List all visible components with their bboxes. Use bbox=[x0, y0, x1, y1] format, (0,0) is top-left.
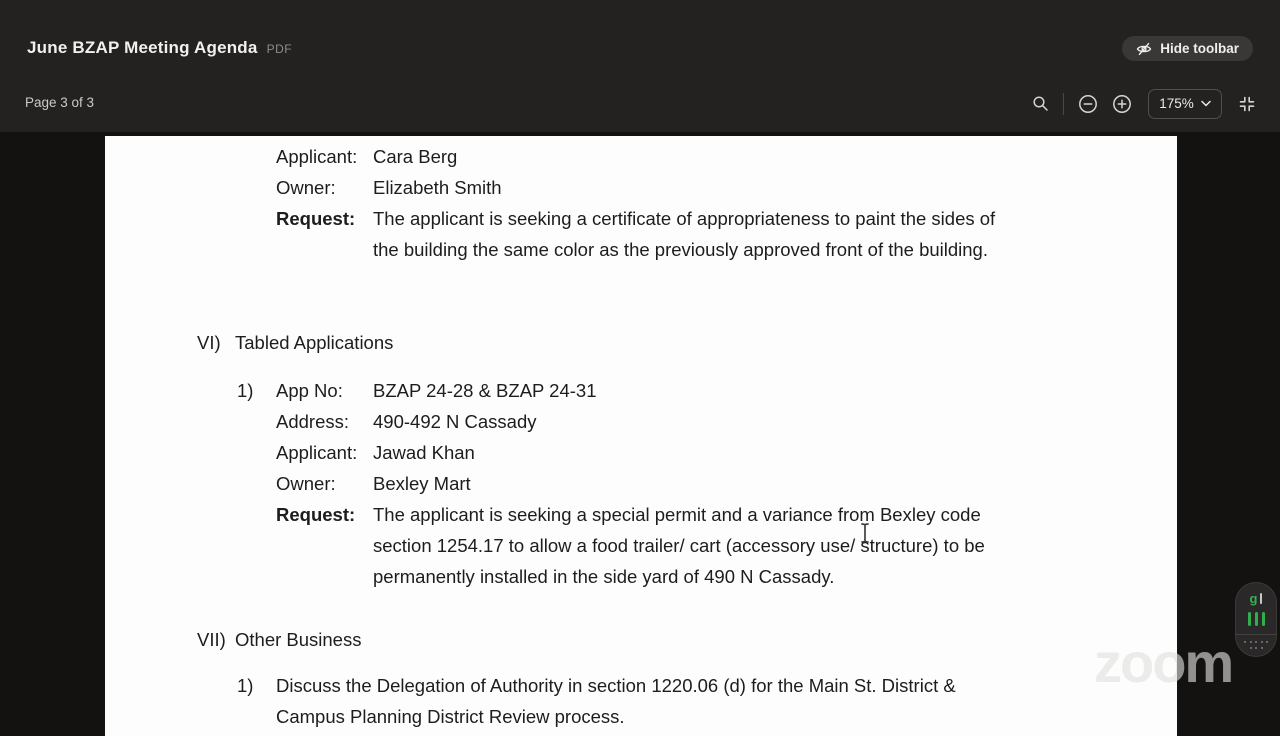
zoom-level-dropdown[interactable] bbox=[1148, 89, 1222, 119]
request-label: Request: bbox=[276, 208, 356, 229]
field-row bbox=[276, 141, 995, 172]
viewer-controls bbox=[1032, 88, 1256, 119]
section-vi-heading bbox=[197, 327, 393, 358]
document-title-block bbox=[27, 38, 292, 58]
agenda-item-vi-1 bbox=[237, 375, 985, 592]
drag-handle[interactable] bbox=[1244, 641, 1268, 649]
pdf-viewer-toolbar bbox=[0, 0, 1280, 132]
compress-icon bbox=[1238, 95, 1256, 113]
field-value: Bexley Mart bbox=[373, 473, 471, 494]
file-type-badge: PDF bbox=[266, 42, 293, 56]
document-title: June BZAP Meeting Agenda bbox=[27, 38, 258, 57]
zoom-in-button[interactable] bbox=[1112, 94, 1132, 114]
plus-circle-icon bbox=[1112, 94, 1132, 114]
zoom-level-value: 175% bbox=[1159, 96, 1194, 111]
field-label: Owner: bbox=[276, 473, 336, 494]
field-label: App No: bbox=[276, 380, 343, 401]
field-row bbox=[276, 468, 985, 499]
field-value: 490-492 N Cassady bbox=[373, 411, 537, 432]
request-text: The applicant is seeking a certificate of appropriateness to paint the sides of the building the same color as the previously approved front of the building. bbox=[373, 208, 996, 260]
status-bar-icon bbox=[1260, 593, 1262, 604]
document-viewport[interactable] bbox=[0, 132, 1280, 727]
status-glyph-icon: g bbox=[1249, 591, 1258, 606]
hide-toolbar-button[interactable] bbox=[1122, 36, 1253, 61]
section-numeral: VI) bbox=[197, 332, 221, 353]
item-number: 1) bbox=[237, 675, 254, 696]
meeting-floating-widget[interactable] bbox=[1235, 582, 1277, 657]
eye-off-icon bbox=[1136, 42, 1152, 56]
field-label: Owner: bbox=[276, 177, 336, 198]
zoom-out-button[interactable] bbox=[1078, 94, 1098, 114]
search-button[interactable] bbox=[1032, 95, 1049, 112]
request-text: The applicant is seeking a special permit and a variance from Bexley code section 1254.17 to allow a food trailer/ cart (accessory use/ structure) to be permanently installed in the side yard of 490 N Cassady. bbox=[373, 504, 985, 587]
item-fields bbox=[276, 375, 985, 592]
field-value: Elizabeth Smith bbox=[373, 177, 502, 198]
meeting-status-indicator bbox=[1250, 591, 1263, 606]
section-vii-heading bbox=[197, 624, 361, 655]
field-row bbox=[276, 375, 985, 406]
field-row bbox=[276, 437, 985, 468]
field-label: Applicant: bbox=[276, 146, 358, 167]
field-value: Jawad Khan bbox=[373, 442, 475, 463]
field-row bbox=[276, 406, 985, 437]
field-label: Applicant: bbox=[276, 442, 358, 463]
section-numeral: VII) bbox=[197, 629, 226, 650]
field-label: Address: bbox=[276, 411, 350, 432]
request-row bbox=[276, 203, 995, 265]
widget-divider bbox=[1236, 634, 1276, 635]
item-number: 1) bbox=[237, 380, 254, 401]
zoom-watermark: zoom bbox=[1094, 631, 1233, 694]
request-row bbox=[276, 499, 985, 592]
section-title: Tabled Applications bbox=[235, 332, 394, 353]
chevron-down-icon bbox=[1201, 100, 1211, 107]
item-text: Discuss the Delegation of Authority in section 1220.06 (d) for the Main St. District & Campus Planning District Review process. bbox=[276, 675, 956, 727]
section-title: Other Business bbox=[235, 629, 362, 650]
search-icon bbox=[1032, 95, 1049, 112]
field-row bbox=[276, 172, 995, 203]
agenda-item-continued bbox=[276, 141, 995, 265]
page-indicator: Page 3 of 3 bbox=[25, 95, 95, 110]
request-label: Request: bbox=[276, 504, 356, 525]
field-value: Cara Berg bbox=[373, 146, 458, 167]
controls-divider bbox=[1063, 93, 1064, 115]
field-value: BZAP 24-28 & BZAP 24-31 bbox=[373, 380, 597, 401]
hide-toolbar-label: Hide toolbar bbox=[1160, 41, 1239, 56]
pdf-page bbox=[105, 136, 1177, 736]
fit-to-window-button[interactable] bbox=[1238, 95, 1256, 113]
agenda-item-vii-1 bbox=[237, 670, 956, 732]
minus-circle-icon bbox=[1078, 94, 1098, 114]
audio-level-icon bbox=[1248, 612, 1265, 626]
